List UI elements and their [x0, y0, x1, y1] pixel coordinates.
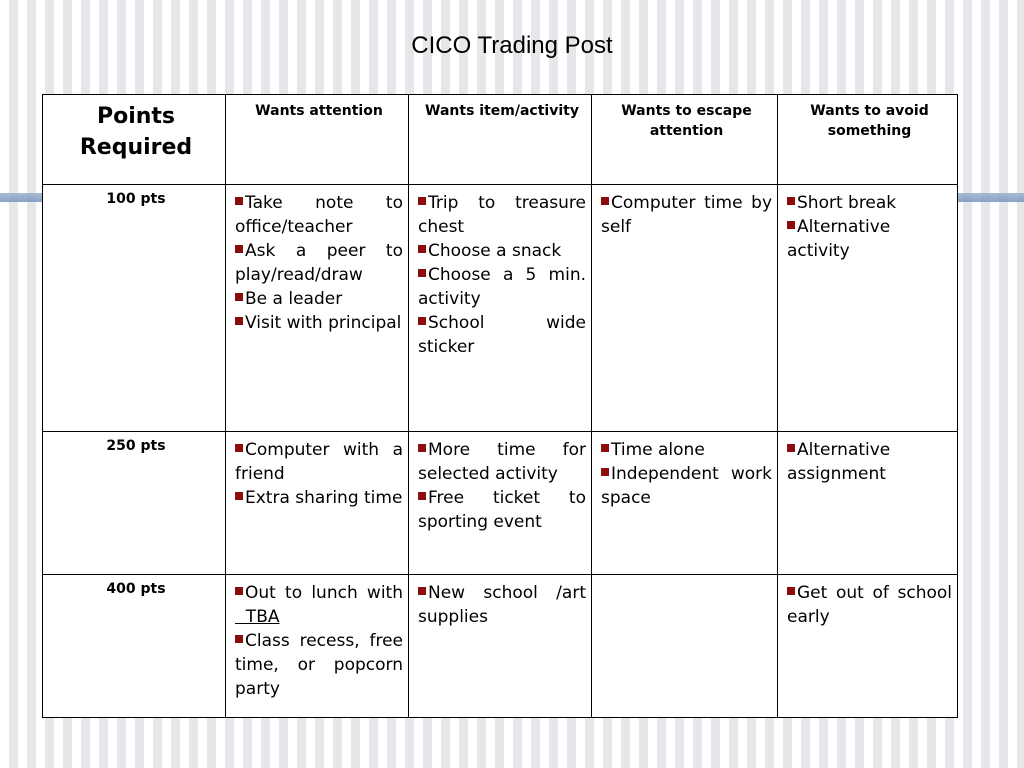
list-item-text: Be a leader	[245, 289, 343, 309]
list-item-text: Class recess, free time, or popcorn party	[235, 631, 403, 699]
item-activity-cell	[409, 575, 592, 718]
list-item-text: Computer with a friend	[235, 440, 403, 484]
square-bullet-icon	[235, 197, 243, 205]
header-wants-avoid-something: Wants to avoid something	[778, 95, 958, 185]
list-item-text: Visit with principal	[245, 313, 402, 333]
list-item	[235, 287, 403, 311]
square-bullet-icon	[418, 587, 426, 595]
list-item-text: Get out of school early	[787, 583, 952, 627]
list-item-text: Free ticket to sporting event	[418, 488, 586, 532]
list-item-text: New school /art supplies	[418, 583, 586, 627]
list-item-text: Choose a snack	[428, 241, 562, 261]
list-item-text: Time alone	[611, 440, 705, 460]
list-item	[235, 311, 403, 335]
points-cell: 400 pts	[43, 575, 226, 718]
list-item-text: Choose a 5 min. activity	[418, 265, 586, 309]
table-row	[43, 432, 958, 575]
list-item	[418, 263, 586, 311]
list-item	[418, 438, 586, 486]
attention-cell	[226, 575, 409, 718]
list-item-text: Trip to treasure chest	[418, 193, 586, 237]
slide-title: CICO Trading Post	[411, 32, 613, 59]
list-item-text: School wide sticker	[418, 313, 586, 357]
avoid-cell	[778, 575, 958, 718]
header-row	[43, 95, 958, 185]
points-cell: 250 pts	[43, 432, 226, 575]
item-activity-cell	[409, 185, 592, 432]
header-wants-attention: Wants attention	[226, 95, 409, 185]
header-points-required: Points Required	[43, 95, 226, 185]
list-item	[235, 486, 403, 510]
square-bullet-icon	[787, 221, 795, 229]
list-item-text: Ask a peer to play/read/draw	[235, 241, 403, 285]
list-item-text: Alternative assignment	[787, 440, 891, 484]
list-item-text: Out to lunch with	[245, 583, 403, 603]
square-bullet-icon	[418, 197, 426, 205]
square-bullet-icon	[418, 492, 426, 500]
header-wants-item-activity: Wants item/activity	[409, 95, 592, 185]
list-item	[418, 191, 586, 239]
square-bullet-icon	[418, 317, 426, 325]
list-item	[601, 438, 772, 462]
list-item	[235, 239, 403, 287]
list-item	[787, 215, 952, 263]
square-bullet-icon	[601, 468, 609, 476]
list-item-text: Independent work space	[601, 464, 772, 508]
list-item	[235, 581, 403, 629]
list-item-text: Short break	[797, 193, 897, 213]
square-bullet-icon	[235, 293, 243, 301]
square-bullet-icon	[235, 317, 243, 325]
square-bullet-icon	[787, 197, 795, 205]
list-item	[418, 239, 586, 263]
list-item	[787, 191, 952, 215]
list-item	[235, 191, 403, 239]
square-bullet-icon	[235, 245, 243, 253]
attention-cell	[226, 432, 409, 575]
list-item	[787, 438, 952, 486]
square-bullet-icon	[235, 587, 243, 595]
list-item	[418, 581, 586, 629]
trading-post-table	[42, 94, 958, 718]
list-item	[601, 462, 772, 510]
escape-cell	[592, 432, 778, 575]
list-item	[787, 581, 952, 629]
attention-cell	[226, 185, 409, 432]
list-item-text: More time for selected activity	[418, 440, 586, 484]
list-item	[418, 311, 586, 359]
square-bullet-icon	[418, 444, 426, 452]
square-bullet-icon	[235, 444, 243, 452]
square-bullet-icon	[235, 492, 243, 500]
list-item	[235, 629, 403, 701]
square-bullet-icon	[787, 444, 795, 452]
table-row	[43, 185, 958, 432]
list-item	[235, 438, 403, 486]
square-bullet-icon	[418, 269, 426, 277]
list-item	[418, 486, 586, 534]
square-bullet-icon	[601, 444, 609, 452]
square-bullet-icon	[601, 197, 609, 205]
avoid-cell	[778, 432, 958, 575]
square-bullet-icon	[418, 245, 426, 253]
header-wants-escape-attention: Wants to escape attention	[592, 95, 778, 185]
list-item-text: Extra sharing time	[245, 488, 403, 508]
underlined-blank: TBA	[235, 607, 280, 627]
table-row	[43, 575, 958, 718]
escape-cell	[592, 185, 778, 432]
square-bullet-icon	[235, 635, 243, 643]
avoid-cell	[778, 185, 958, 432]
list-item-text: Alternative activity	[787, 217, 891, 261]
list-item-text: Take note to office/teacher	[235, 193, 403, 237]
list-item-text: Computer time by self	[601, 193, 772, 237]
square-bullet-icon	[787, 587, 795, 595]
points-cell: 100 pts	[43, 185, 226, 432]
item-activity-cell	[409, 432, 592, 575]
list-item	[601, 191, 772, 239]
escape-cell	[592, 575, 778, 718]
